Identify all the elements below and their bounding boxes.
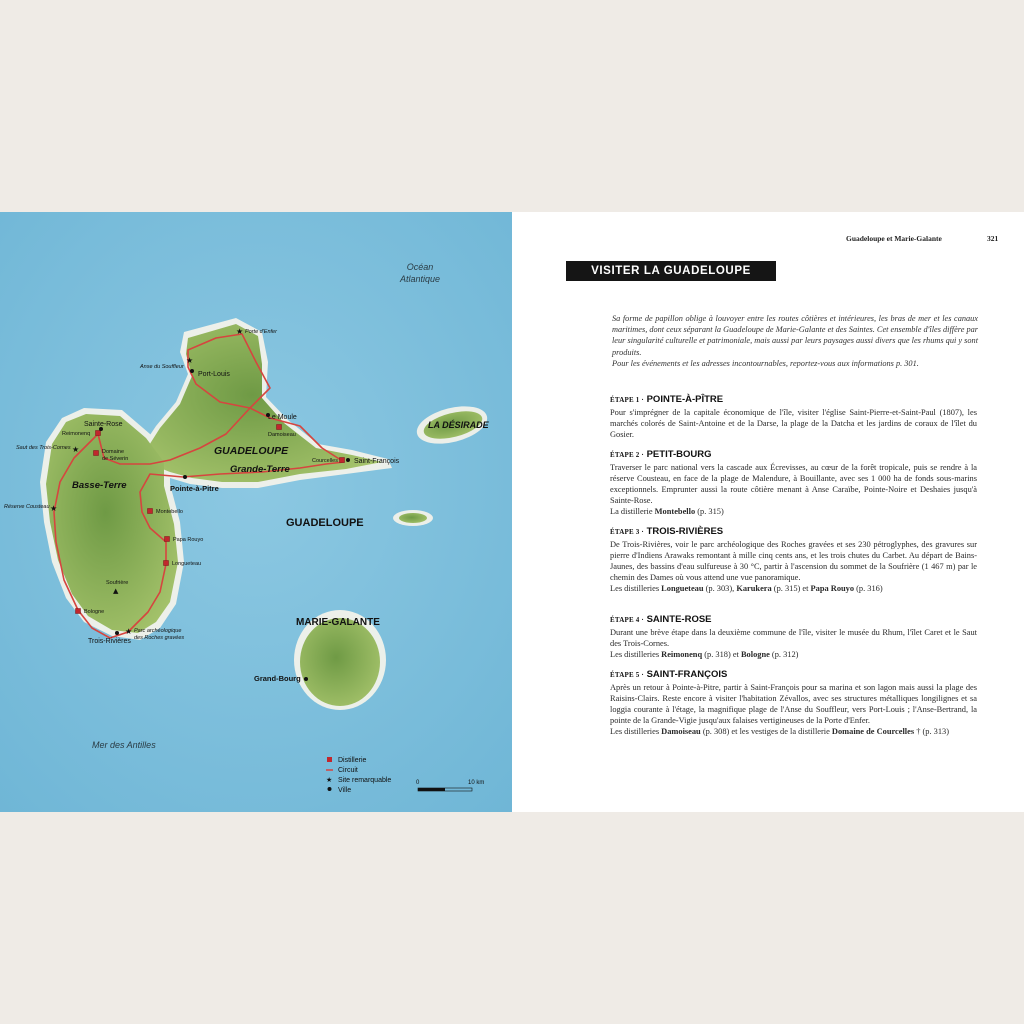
star-anse-souffleur: ★: [186, 356, 194, 365]
etape-3-d2-ref: (p. 315) et: [771, 584, 811, 594]
star-saut-trois-cornes: ★: [72, 445, 80, 454]
etape-3-text: De Trois-Rivières, voir le parc archéologique des Roches gravées et ses 230 pétroglyphes, des gravures sur pierre d'Indiens Arawaks remontant à mille cinq cents ans, et les trois chutes du Carbet. Au départ de Bains-Jaunes, des bassins d'eau sulfureuse à 30 °C, partir à l'ascension du sommet de la Soufrière (1 467 m) par le chemin des Dames où vous attend une vue panoramique.: [610, 540, 977, 583]
label-sainte-rose: Sainte-Rose: [84, 421, 123, 428]
ocean-label-line1: Océan: [406, 262, 434, 272]
etape-3: [610, 526, 977, 594]
label-papa-rouyo: Papa Rouyo: [173, 537, 204, 543]
scale-ten: 10 km: [468, 780, 485, 786]
label-saut-trois-cornes: Saut des Trois-Cornes: [16, 445, 71, 451]
etape-2-distilleries: [610, 506, 977, 517]
label-trois-rivieres: Trois-Rivières: [88, 638, 131, 645]
distillery-bologne: [76, 609, 81, 614]
distillery-montebello: [148, 509, 153, 514]
page-number: 321: [987, 234, 999, 243]
etape-3-body: [610, 539, 977, 594]
etape-4: [610, 614, 977, 660]
etape-5-heading: [610, 669, 977, 681]
etape-5-text: Après un retour à Pointe-à-Pitre, partir à Saint-François pour sa marina et son lagon mais aussi la plage des Raisins-Clairs. Reste encore à visiter l'habitation Zévallos, avec ses structures métalliques longilignes et sa loggia courante à l'étage, la magnifique plage de l'Anse du Souffleur, vers Port-Louis ; l'Anse-Bertrand, la pointe de la Grande-Vigie jusqu'aux falaises vertigineuses de la Porte d'Enfer.: [610, 683, 977, 726]
etape-2-body: [610, 462, 977, 517]
etape-2-d1: Montebello: [654, 507, 696, 517]
label-marie-galante: MARIE-GALANTE: [296, 617, 380, 628]
legend-site-swatch: ★: [326, 777, 333, 784]
etape-4-d1: Reimonenq: [661, 650, 703, 660]
intro-paragraph-2: Pour les événements et les adresses incontournables, reportez-vous aux informations p. 301.: [612, 358, 919, 368]
city-grand-bourg: [304, 677, 308, 681]
etape-4-d2: Bologne: [740, 650, 770, 660]
etape-5-d2-ref: † (p. 313): [914, 727, 950, 737]
etape-2-d-prefix: La distillerie: [610, 507, 655, 517]
map-page: [0, 212, 512, 812]
etape-3-num: ÉTAPE 3 ·: [610, 528, 644, 536]
etape-3-d3-ref: (p. 316): [854, 584, 883, 594]
star-porte-enfer: ★: [236, 327, 244, 336]
etape-3-distilleries: [610, 583, 977, 594]
label-parc-1: Parc archéologique: [134, 628, 182, 634]
label-reimonenq: Reimonenq: [62, 431, 91, 437]
etape-1-heading: [610, 394, 977, 406]
distillery-courcelles: [340, 458, 345, 463]
etape-5-d2: Domaine de Courcelles: [831, 727, 915, 737]
distillery-damoiseau: [277, 425, 282, 430]
city-saint-francois: [346, 458, 350, 462]
etape-3-d1-ref: (p. 303),: [703, 584, 737, 594]
etape-1-title: POINTE-À-PÎTRE: [646, 394, 724, 405]
etape-5: [610, 669, 977, 737]
label-courcelles: Courcelles: [312, 458, 338, 464]
distillery-longueteau: [164, 561, 169, 566]
distillery-reimonenq: [96, 431, 101, 436]
etape-2: [610, 449, 977, 517]
etape-5-d1: Damoiseau: [661, 727, 701, 737]
etape-4-distilleries: [610, 649, 977, 660]
etape-5-d-prefix: Les distilleries: [610, 727, 662, 737]
city-port-louis: [190, 369, 194, 373]
distillery-papa-rouyo: [165, 537, 170, 542]
legend-ville-swatch: [328, 787, 332, 791]
scale-zero: 0: [416, 780, 420, 786]
label-saint-francois: Saint-François: [354, 458, 400, 465]
intro-paragraph-1: Sa forme de papillon oblige à louvoyer entre les routes côtières et intérieures, les bras de mer et les canaux maritimes, dont ceux séparant la Guadeloupe de Marie-Galante et des Saintes. Cet ensemble d'îles diffère par leur singularité culturelle et patrimoniale, mais aussi par leurs paysages aussi divers que les rhums qui y sont produits.: [612, 314, 978, 357]
marie-galante-land: [300, 618, 380, 706]
label-reserve-cousteau: Réserve Cousteau: [4, 504, 50, 510]
label-porte-enfer: Porte d'Enfer: [245, 329, 277, 335]
legend-distillerie: Distillerie: [338, 757, 367, 764]
label-pointe-a-pitre: Pointe-à-Pitre: [170, 484, 219, 493]
etape-4-d1-ref: (p. 318) et: [702, 650, 741, 660]
city-trois-rivieres: [115, 631, 119, 635]
etape-1-text: Pour s'imprégner de la capitale économique de l'île, visiter l'église Saint-Pierre-et-Saint-Paul (1807), les marchés colorés de Saint-Antoine et de la Darse, la plage de la Datcha et les jardins de coraux de l'îlet du Gosier.: [610, 408, 977, 440]
legend-distillery-swatch: [327, 757, 332, 762]
city-pointe-a-pitre: [183, 475, 187, 479]
etape-4-heading: [610, 614, 977, 626]
etape-3-heading: [610, 526, 977, 538]
etape-2-text: Traverser le parc national vers la cascade aux Écrevisses, au cœur de la forêt tropicale, puis se rendre à la réserve Cousteau, en face de la plage de Malendure, à Bouillante, avec ses 1 000 ha de fonds sous-marins exceptionnels. Emprunter aussi la route côtière menant à Anse Caraïbe, Pointe-Noire et Deshaies jusqu'à Sainte-Rose.: [610, 463, 977, 506]
legend-circuit: Circuit: [338, 767, 358, 774]
etape-3-d-prefix: Les distilleries: [610, 584, 662, 594]
running-head: Guadeloupe et Marie-Galante: [846, 234, 942, 243]
book-spread: [0, 212, 1024, 812]
label-domaine-severin-1: Domaine: [102, 449, 125, 455]
star-soufriere: ▲: [113, 587, 119, 595]
etape-3-d3: Papa Rouyo: [810, 584, 855, 594]
etape-4-d2-ref: (p. 312): [769, 650, 799, 660]
etape-4-body: [610, 627, 977, 660]
label-parc-2: des Roches gravées: [134, 635, 185, 641]
legend-ville: Ville: [338, 787, 352, 794]
star-parc-archeo: ★: [125, 627, 133, 636]
etape-2-heading: [610, 449, 977, 461]
petite-terre-land: [399, 513, 427, 523]
scale-rect-fill: [418, 788, 445, 791]
label-guadeloupe-sub: GUADELOUPE: [214, 445, 289, 457]
ocean-label-line2: Atlantique: [399, 274, 441, 284]
label-montebello: Montebello: [156, 509, 183, 515]
etape-5-title: SAINT-FRANÇOIS: [646, 669, 728, 680]
label-basse-terre: Basse-Terre: [72, 480, 127, 491]
etape-2-d1-ref: (p. 315): [695, 507, 724, 517]
etape-4-title: SAINTE-ROSE: [646, 614, 712, 625]
label-domaine-severin-2: de Séverin: [102, 456, 129, 462]
label-grande-terre: Grande-Terre: [230, 464, 290, 475]
etape-5-d1-ref: (p. 308) et les vestiges de la distillerie: [700, 727, 832, 737]
etape-3-d1: Longueteau: [661, 584, 704, 594]
etape-2-title: PETIT-BOURG: [646, 449, 712, 460]
label-guadeloupe-main: GUADELOUPE: [286, 517, 364, 529]
etape-2-num: ÉTAPE 2 ·: [610, 451, 644, 459]
etape-3-d2: Karukera: [736, 584, 772, 594]
sea-label: Mer des Antilles: [92, 740, 156, 750]
etape-5-body: [610, 682, 977, 737]
label-longueteau: Longueteau: [172, 561, 202, 567]
guadeloupe-map: [0, 212, 512, 812]
distillery-severin: [94, 451, 99, 456]
etape-1-num: ÉTAPE 1 ·: [610, 396, 644, 404]
label-soufriere: Soufrière: [106, 580, 129, 586]
text-page: [512, 212, 1024, 812]
etape-4-text: Durant une brève étape dans la deuxième commune de l'île, visiter le musée du Rhum, l'îlet Caret et le Saut des Trois-Cornes.: [610, 628, 977, 649]
label-bologne: Bologne: [84, 609, 105, 615]
legend-site: Site remarquable: [338, 777, 392, 784]
etape-1-body: [610, 407, 977, 440]
section-title: VISITER LA GUADELOUPE: [566, 261, 776, 281]
etape-4-num: ÉTAPE 4 ·: [610, 616, 644, 624]
label-anse-souffleur: Anse du Souffleur: [140, 364, 184, 370]
etape-3-title: TROIS-RIVIÈRES: [646, 526, 724, 537]
label-desirade: LA DÉSIRADE: [428, 420, 489, 430]
label-grand-bourg: Grand-Bourg: [254, 674, 301, 683]
label-le-moule: Le Moule: [268, 414, 297, 421]
label-damoiseau: Damoiseau: [268, 432, 296, 438]
etape-5-num: ÉTAPE 5 ·: [610, 671, 644, 679]
intro-text: [612, 313, 978, 369]
etape-5-distilleries: [610, 726, 977, 737]
etape-4-d-prefix: Les distilleries: [610, 650, 662, 660]
star-reserve-cousteau: ★: [50, 504, 58, 513]
etape-1: [610, 394, 977, 440]
label-port-louis: Port-Louis: [198, 371, 230, 378]
